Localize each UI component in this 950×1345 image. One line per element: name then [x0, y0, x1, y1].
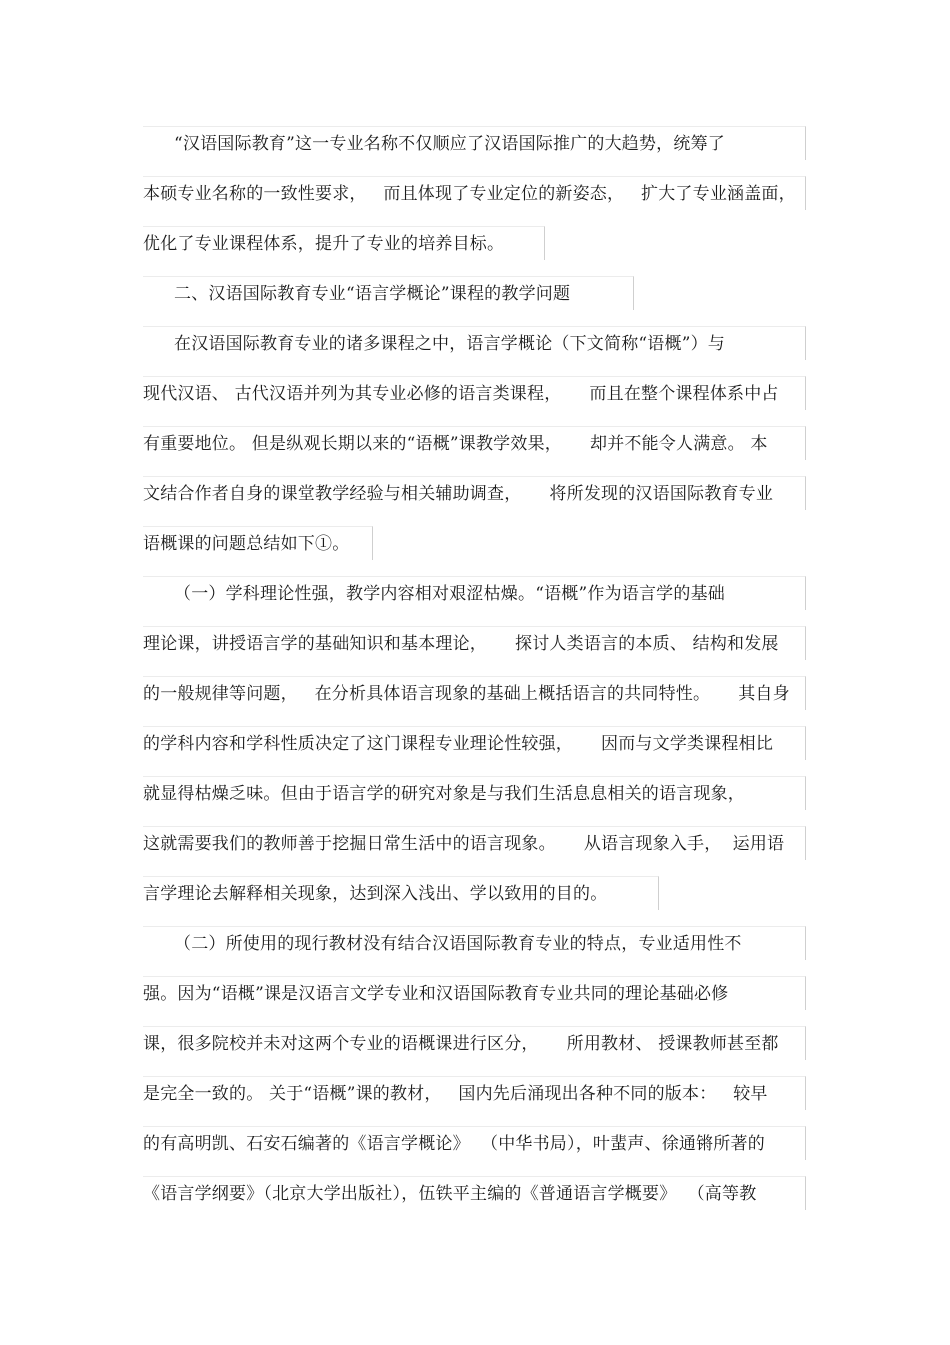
text-line: 有重要地位。 但是纵观长期以来的“语概”课教学效果， 却并不能令人满意。 本 — [143, 426, 806, 460]
text-line: 这就需要我们的教师善于挖掘日常生活中的语言现象。 从语言现象入手， 运用语 — [143, 826, 806, 860]
text-line: 就显得枯燥乏味。但由于语言学的研究对象是与我们生活息息相关的语言现象， — [143, 776, 806, 810]
text-line: 的学科内容和学科性质决定了这门课程专业理论性较强， 因而与文学类课程相比 — [143, 726, 806, 760]
text-line: 强。因为“语概”课是汉语言文学专业和汉语国际教育专业共同的理论基础必修 — [143, 976, 806, 1010]
text-line: 的有高明凯、石安石编著的《语言学概论》 （中华书局），叶蜚声、徐通锵所著的 — [143, 1126, 806, 1160]
text-line: 《语言学纲要》（北京大学出版社），伍铁平主编的《普通语言学概要》 （高等教 — [143, 1176, 806, 1210]
subsection-heading: （一）学科理论性强，教学内容相对艰涩枯燥。“语概”作为语言学的基础 — [143, 576, 806, 610]
section-heading: 二、汉语国际教育专业“语言学概论”课程的教学问题 — [143, 276, 634, 310]
text-line: 在汉语国际教育专业的诸多课程之中，语言学概论（下文简称“语概”）与 — [143, 326, 806, 360]
text-line: 课，很多院校并未对这两个专业的语概课进行区分， 所用教材、 授课教师甚至都 — [143, 1026, 806, 1060]
text-line: 语概课的问题总结如下①。 — [143, 526, 373, 560]
text-line: 是完全一致的。 关于“语概”课的教材， 国内先后涌现出各种不同的版本： 较早 — [143, 1076, 806, 1110]
text-line: 优化了专业课程体系，提升了专业的培养目标。 — [143, 226, 545, 260]
text-line: 的一般规律等问题， 在分析具体语言现象的基础上概括语言的共同特性。 其自身 — [143, 676, 806, 710]
subsection-heading: （二）所使用的现行教材没有结合汉语国际教育专业的特点，专业适用性不 — [143, 926, 806, 960]
text-line: 本硕专业名称的一致性要求， 而且体现了专业定位的新姿态， 扩大了专业涵盖面， — [143, 176, 806, 210]
text-line: “汉语国际教育”这一专业名称不仅顺应了汉语国际推广的大趋势，统筹了 — [143, 126, 806, 160]
text-line: 文结合作者自身的课堂教学经验与相关辅助调查， 将所发现的汉语国际教育专业 — [143, 476, 806, 510]
text-line: 理论课，讲授语言学的基础知识和基本理论， 探讨人类语言的本质、 结构和发展 — [143, 626, 806, 660]
text-line: 现代汉语、 古代汉语并列为其专业必修的语言类课程， 而且在整个课程体系中占 — [143, 376, 806, 410]
text-line: 言学理论去解释相关现象，达到深入浅出、学以致用的目的。 — [143, 876, 659, 910]
